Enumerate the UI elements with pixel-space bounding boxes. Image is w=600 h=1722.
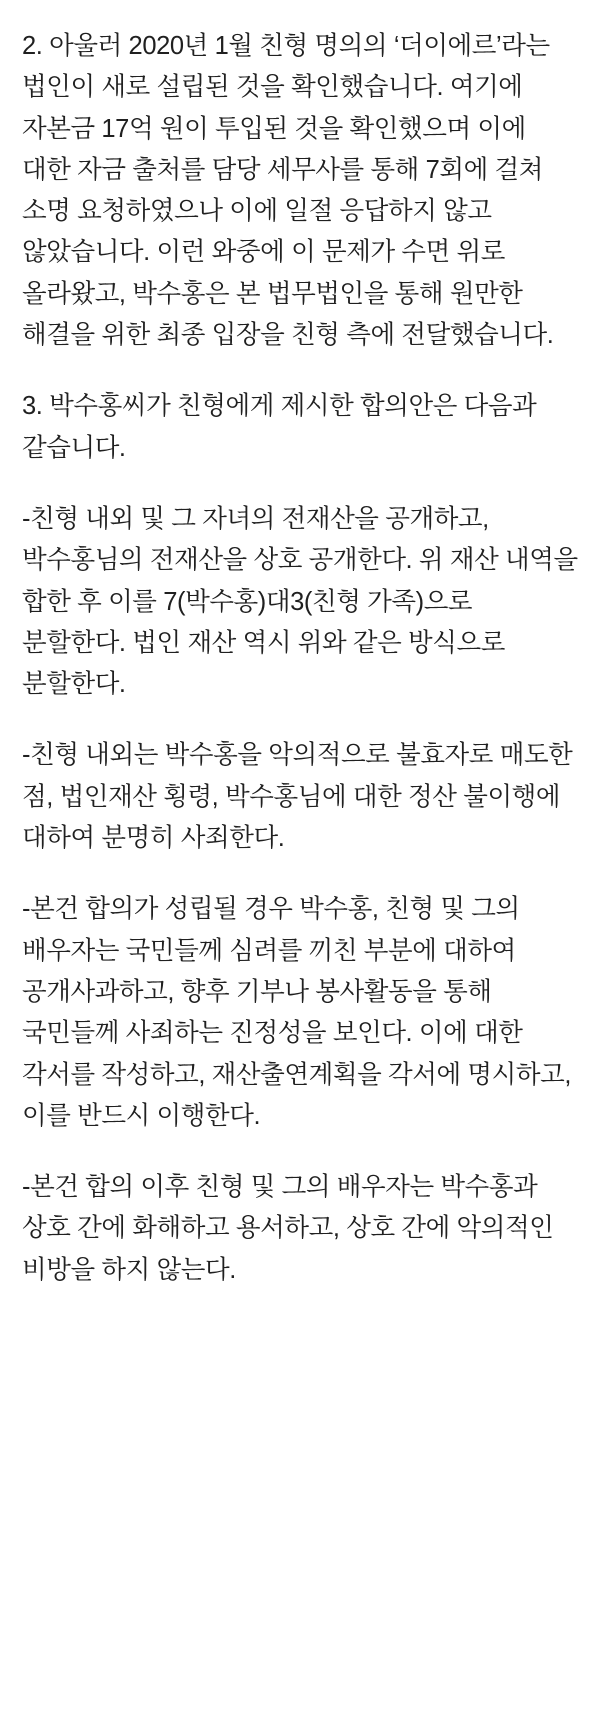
paragraph-clause-2: -친형 내외는 박수홍을 악의적으로 불효자로 매도한 점, 법인재산 횡령, 박수홍님에 대한 정산 불이행에 대하여 분명히 사죄한다. (22, 741, 573, 853)
paragraph-item-2: 2. 아울러 2020년 1월 친형 명의의 ‘더이에르’라는 법인이 새로 설립된 것을 확인했습니다. 여기에 자본금 17억 원이 투입된 것을 확인했으며 이에 대한 자금 출처를 담당 세무사를 통해 7회에 걸쳐 소명 요청하였으나 이에 일절 응답하지 않고 않았습니다. 이런 와중에 이 문제가 수면 위로 올라왔고, 박수홍은 본 법무법인을 통해 원만한 해결을 위한 최종 입장을 친형 측에 전달했습니다. (22, 32, 554, 350)
paragraph-clause-4: -본건 합의 이후 친형 및 그의 배우자는 박수홍과 상호 간에 화해하고 용서하고, 상호 간에 악의적인 비방을 하지 않는다. (22, 1173, 554, 1284)
paragraph-item-3: 3. 박수홍씨가 친형에게 제시한 합의안은 다음과 같습니다. (22, 392, 537, 462)
paragraph-clause-3: -본건 합의가 성립될 경우 박수홍, 친형 및 그의 배우자는 국민들께 심려를 끼친 부분에 대하여 공개사과하고, 향후 기부나 봉사활동을 통해 국민들께 사죄하는 진정성을 보인다. 이에 대한 각서를 작성하고, 재산출연계획을 각서에 명시하고, 이를 반드시 이행한다. (22, 895, 572, 1130)
paragraph-clause-1: -친형 내외 및 그 자녀의 전재산을 공개하고, 박수홍님의 전재산을 상호 공개한다. 위 재산 내역을 합한 후 이를 7(박수홍)대3(친형 가족)으로 분할한다. 법인 재산 역시 위와 같은 방식으로 분할한다. (22, 504, 578, 699)
